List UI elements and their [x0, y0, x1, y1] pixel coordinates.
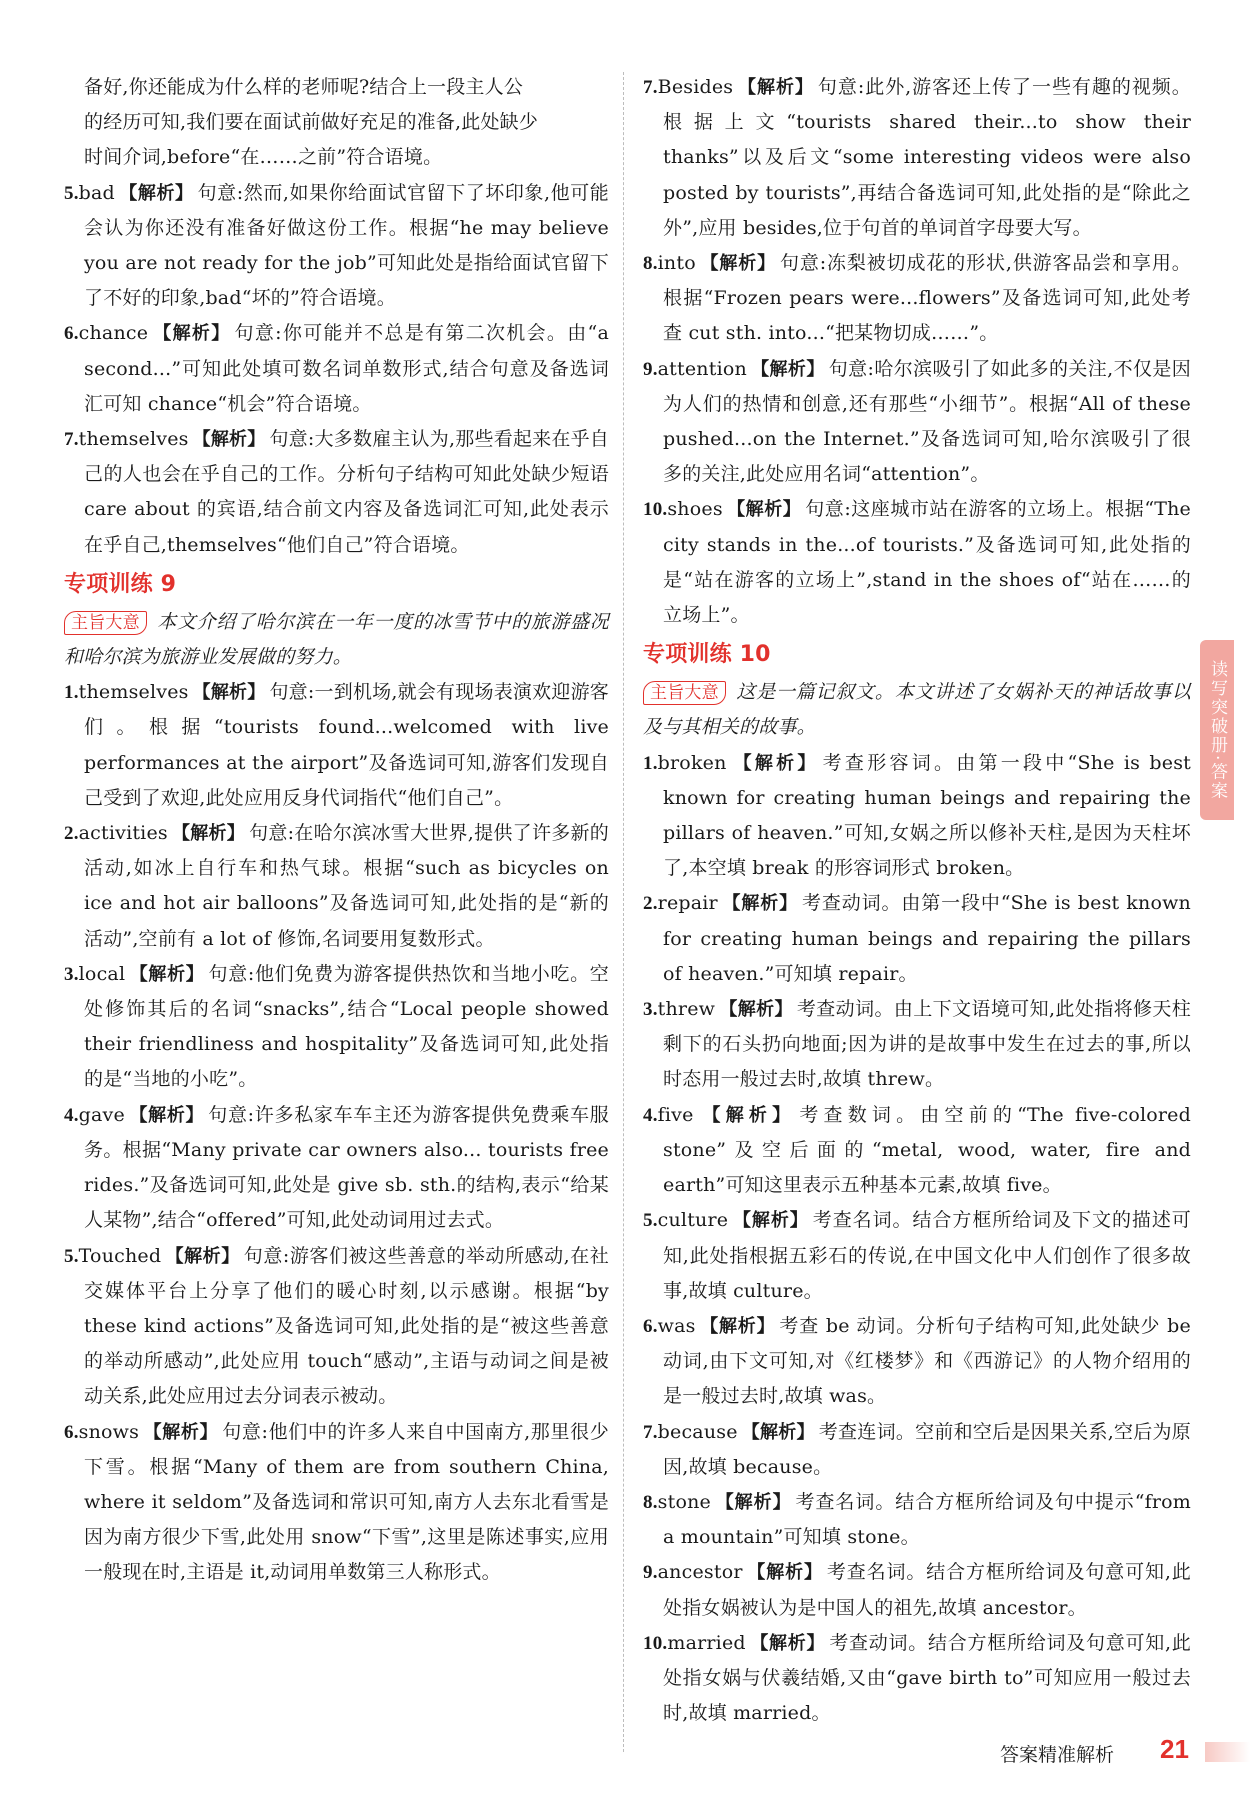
- analysis-tag: 【解析】: [741, 1421, 815, 1443]
- answer-item: [643, 492, 1191, 633]
- answer-list-9: [64, 675, 609, 1590]
- answer-item: [643, 1485, 1191, 1555]
- answer-item: [643, 246, 1191, 352]
- item-number: 2.: [643, 893, 658, 915]
- item-explanation: 考查动词。由上下文语境可知,此处指将修天柱剩下的石头扔向地面;因为讲的是故事中发生在过去的事,所以时态用一般过去时,故填 threw。: [663, 998, 1191, 1091]
- intro-line: 时间介词,before“在……之前”符合语境。: [84, 146, 443, 169]
- section-9-title: 专项训练 9: [64, 571, 177, 597]
- item-number: 7.: [643, 1421, 658, 1443]
- analysis-tag: 【解析】: [171, 823, 246, 845]
- answer-item: [643, 1626, 1191, 1732]
- section-10-title: 专项训练 10: [643, 642, 771, 668]
- item-number: 10.: [643, 1632, 668, 1654]
- item-explanation: 考查动词。由第一段中“She is best known for creating human beings and repairing the pillars of heaven.”可知填 repair。: [663, 892, 1191, 985]
- answer-item: [643, 992, 1191, 1098]
- analysis-tag: 【解析】: [165, 1245, 240, 1267]
- item-explanation: 考查数词。由空前的“The five-colored stone”及空后面的“metal, wood, water, fire and earth”可知这里表示五种基本元素,故填 five。: [663, 1103, 1191, 1197]
- column-divider: [623, 72, 624, 1752]
- answer-item: [64, 957, 609, 1098]
- item-explanation: 句意:此外,游客还上传了一些有趣的视频。根据上文“tourists shared their...to show their thanks”以及后文“some interesting videos were also posted by tourists”,再结合备选词可知,此处指的是“除此之外”,应用 besides,位于句首的单词首字母要大写。: [663, 76, 1191, 239]
- analysis-tag: 【解析】: [192, 682, 266, 704]
- analysis-tag: 【解析】: [699, 253, 777, 275]
- item-number: 8.: [643, 1491, 658, 1513]
- footer-accent-bar: [1205, 1742, 1250, 1762]
- answer-item: [643, 886, 1191, 992]
- item-explanation: 句意:大多数雇主认为,那些看起来在乎自己的人也会在乎自己的工作。分析句子结构可知此处缺少短语 care about 的宾语,结合前文内容及备选词汇可知,此处表示在乎自己,themselves“他们自己”符合语境。: [84, 428, 609, 556]
- item-answer: culture: [657, 1209, 729, 1232]
- item-explanation: 考查名词。结合方框所给词及句意可知,此处指女娲被认为是中国人的祖先,故填 ancestor。: [663, 1561, 1191, 1619]
- item-number: 7.: [64, 429, 79, 451]
- item-explanation: 考查名词。结合方框所给词及句中提示“from a mountain”可知填 stone。: [663, 1490, 1191, 1549]
- item-answer: gave: [78, 1103, 125, 1126]
- main-idea-badge: 主旨大意: [643, 681, 726, 705]
- analysis-tag: 【解析】: [732, 1210, 809, 1232]
- analysis-tag: 【解析】: [749, 1632, 826, 1654]
- item-answer: Touched: [78, 1244, 162, 1267]
- item-number: 8.: [643, 253, 658, 275]
- item-number: 1.: [643, 752, 658, 774]
- analysis-tag: 【解析】: [726, 499, 802, 521]
- item-explanation: 句意:许多私家车车主还为游客提供免费乘车服务。根据“Many private car owners also... tourists free rides.”及备选词可知,此处是 give sb. sth.的结构,表示“给某人某物”,结合“offered”可知,此处动词用过去式。: [84, 1103, 609, 1232]
- item-number: 3.: [643, 999, 658, 1021]
- answer-item: [64, 1239, 609, 1415]
- answer-item: [643, 1098, 1191, 1204]
- answer-item: [643, 1555, 1191, 1625]
- item-number: 9.: [643, 1562, 658, 1584]
- footer-label: 答案精准解析: [1000, 1744, 1115, 1766]
- item-number: 10.: [643, 499, 668, 521]
- analysis-tag: 【解析】: [129, 963, 205, 985]
- answer-item: [643, 746, 1191, 887]
- answer-item: [643, 352, 1191, 493]
- analysis-tag: 【解析】: [746, 1562, 823, 1584]
- item-answer: was: [657, 1314, 696, 1337]
- item-explanation: 考查形容词。由第一段中“She is best known for creating human beings and repairing the pillars of heaven.”可知,女娲之所以修补天柱,是因为天柱坏了,本空填 break 的形容词形式 broken。: [663, 751, 1191, 880]
- answer-item: [64, 1098, 609, 1239]
- analysis-tag: 【解析】: [118, 182, 194, 204]
- answer-item: [64, 176, 609, 317]
- item-answer: themselves: [78, 428, 189, 451]
- item-number: 6.: [643, 1315, 658, 1337]
- intro-line: 备好,你还能成为什么样的老师呢?结合上一段主人公: [84, 76, 524, 98]
- answer-list-a: [64, 176, 609, 563]
- item-explanation: 句意:他们中的许多人来自中国南方,那里很少下雪。根据“Many of them are from southern China, where it seldom”及备选词和常识可知,南方人去东北看雪是因为南方很少下雪,此处用 snow“下雪”,这里是陈述事实,应用一般现在时,主语是 it,动词用单数第三人称形式。: [84, 1420, 609, 1584]
- item-number: 7.: [643, 77, 658, 98]
- item-answer: threw: [657, 998, 716, 1021]
- item-number: 4.: [643, 1104, 658, 1126]
- item-answer: ancestor: [657, 1561, 743, 1584]
- item-number: 4.: [64, 1104, 79, 1126]
- item-number: 5.: [643, 1210, 658, 1232]
- answer-item: [64, 816, 609, 957]
- answer-item: [64, 316, 609, 422]
- item-answer: themselves: [78, 681, 189, 704]
- item-answer: broken: [657, 751, 727, 774]
- item-number: 6.: [64, 323, 79, 345]
- answer-item: [64, 1415, 609, 1591]
- item-number: 2.: [64, 823, 79, 845]
- item-explanation: 考查连词。空前和空后是因果关系,空后为原因,故填 because。: [663, 1420, 1191, 1478]
- item-explanation: 考查 be 动词。分析句子结构可知,此处缺少 be 动词,由下文可知,对《红楼梦》和《西游记》的人物介绍用的是一般过去时,故填 was。: [663, 1314, 1191, 1408]
- side-tab: 读写突破册·答案: [1200, 640, 1234, 820]
- analysis-tag: 【解析】: [714, 1491, 792, 1513]
- analysis-tag: 【解析】: [737, 77, 814, 98]
- item-explanation: 考查名词。结合方框所给词及下文的描述可知,此处指根据五彩石的传说,在中国文化中人们创作了很多故事,故填 culture。: [663, 1209, 1191, 1302]
- analysis-tag: 【解析】: [699, 1315, 776, 1337]
- left-column: [64, 70, 609, 1591]
- analysis-tag: 【解析】: [750, 358, 825, 380]
- item-explanation: 句意:这座城市站在游客的立场上。根据“The city stands in the...of tourists.”及备选词可知,此处指的是“站在游客的立场上”,stand in the shoes of“站在……的立场上”。: [663, 498, 1191, 627]
- answer-item: [643, 1203, 1191, 1309]
- item-explanation: 句意:然而,如果你给面试官留下了坏印象,他可能会认为你还没有准备好做这份工作。根据“he may believe you are not ready for the job”可知此处是指给面试官留下了不好的印象,bad“坏的”符合语境。: [84, 181, 609, 310]
- item-answer: shoes: [667, 498, 723, 521]
- page-number: 21: [1160, 1734, 1189, 1764]
- item-explanation: 句意:他们免费为游客提供热饮和当地小吃。空处修饰其后的名词“snacks”,结合“Local people showed their friendliness and hospitality”及备选词可知,此处指的是“当地的小吃”。: [84, 962, 609, 1091]
- item-answer: local: [78, 962, 126, 985]
- item-answer: attention: [657, 357, 747, 380]
- item-explanation: 句意:一到机场,就会有现场表演欢迎游客们。根据“tourists found...welcomed with live performances at the airport”及备选词可知,游客们发现自己受到了欢迎,此处应用反身代词指代“他们自己”。: [84, 681, 609, 809]
- item-explanation: 句意:在哈尔滨冰雪大世界,提供了许多新的活动,如冰上自行车和热气球。根据“such as bicycles on ice and hot air balloons”及备选词可知,此处指的是“新的活动”,空前有 a lot of 修饰,名词要用复数形式。: [84, 822, 609, 950]
- item-answer: into: [657, 252, 696, 275]
- right-column: [643, 70, 1191, 1731]
- item-explanation: 考查动词。结合方框所给词及句意可知,此处指女娲与伏羲结婚,又由“gave birth to”可知应用一般过去时,故填 married。: [663, 1631, 1191, 1725]
- item-answer: five: [657, 1103, 694, 1126]
- item-answer: married: [667, 1631, 746, 1654]
- answer-list-b: [643, 70, 1191, 633]
- analysis-tag: 【解析】: [697, 1104, 796, 1126]
- answer-item: [64, 422, 609, 563]
- item-answer: Besides: [657, 76, 734, 98]
- analysis-tag: 【解析】: [192, 429, 266, 451]
- item-number: 6.: [64, 1421, 79, 1443]
- item-answer: chance: [78, 322, 149, 345]
- analysis-tag: 【解析】: [721, 893, 799, 915]
- item-answer: repair: [657, 892, 718, 915]
- item-number: 5.: [64, 182, 79, 204]
- answer-item: [643, 70, 1191, 246]
- answer-list-10: [643, 746, 1191, 1732]
- item-answer: because: [657, 1420, 738, 1443]
- item-explanation: 句意:你可能并不总是有第二次机会。由“a second...”可知此处填可数名词单数形式,结合句意及备选词汇可知 chance“机会”符合语境。: [84, 322, 609, 415]
- item-answer: activities: [78, 822, 168, 845]
- main-idea-badge: 主旨大意: [64, 611, 147, 635]
- item-explanation: 句意:游客们被这些善意的举动所感动,在社交媒体平台上分享了他们的暖心时刻,以示感谢。根据“by these kind actions”及备选词可知,此处指的是“被这些善意的举动所感动”,此处应用 touch“感动”,主语与动词之间是被动关系,此处应用过去分词表示被动。: [84, 1244, 609, 1408]
- summary-text: 本文介绍了哈尔滨在一年一度的冰雪节中的旅游盛况和哈尔滨为旅游业发展做的努力。: [64, 610, 609, 669]
- analysis-tag: 【解析】: [128, 1104, 205, 1126]
- answer-item: [643, 1309, 1191, 1415]
- section-10-summary: [643, 675, 1191, 745]
- analysis-tag: 【解析】: [152, 323, 231, 345]
- analysis-tag: 【解析】: [143, 1421, 219, 1443]
- item-answer: bad: [78, 181, 115, 204]
- analysis-tag: 【解析】: [719, 999, 793, 1021]
- answer-item: [643, 1415, 1191, 1485]
- answer-item: [64, 675, 609, 816]
- intro-line: 的经历可知,我们要在面试前做好充足的准备,此处缺少: [84, 111, 539, 134]
- item-answer: snows: [78, 1420, 140, 1443]
- item-number: 1.: [64, 682, 79, 704]
- item-explanation: 句意:冻梨被切成花的形状,供游客品尝和享用。根据“Frozen pears were...flowers”及备选词可知,此处考查 cut sth. into...“把某物切成……”。: [663, 252, 1191, 345]
- analysis-tag: 【解析】: [730, 752, 819, 774]
- item-number: 5.: [64, 1245, 79, 1267]
- summary-text: 这是一篇记叙文。本文讲述了女娲补天的神话故事以及与其相关的故事。: [643, 681, 1191, 739]
- item-answer: stone: [657, 1490, 711, 1513]
- item-number: 3.: [64, 963, 79, 985]
- item-number: 9.: [643, 358, 658, 380]
- item-explanation: 句意:哈尔滨吸引了如此多的关注,不仅是因为人们的热情和创意,还有那些“小细节”。根据“All of these pushed...on the Internet.”及备选词可知,哈尔滨吸引了很多的关注,此处应用名词“attention”。: [663, 357, 1191, 486]
- section-9-summary: [64, 605, 609, 675]
